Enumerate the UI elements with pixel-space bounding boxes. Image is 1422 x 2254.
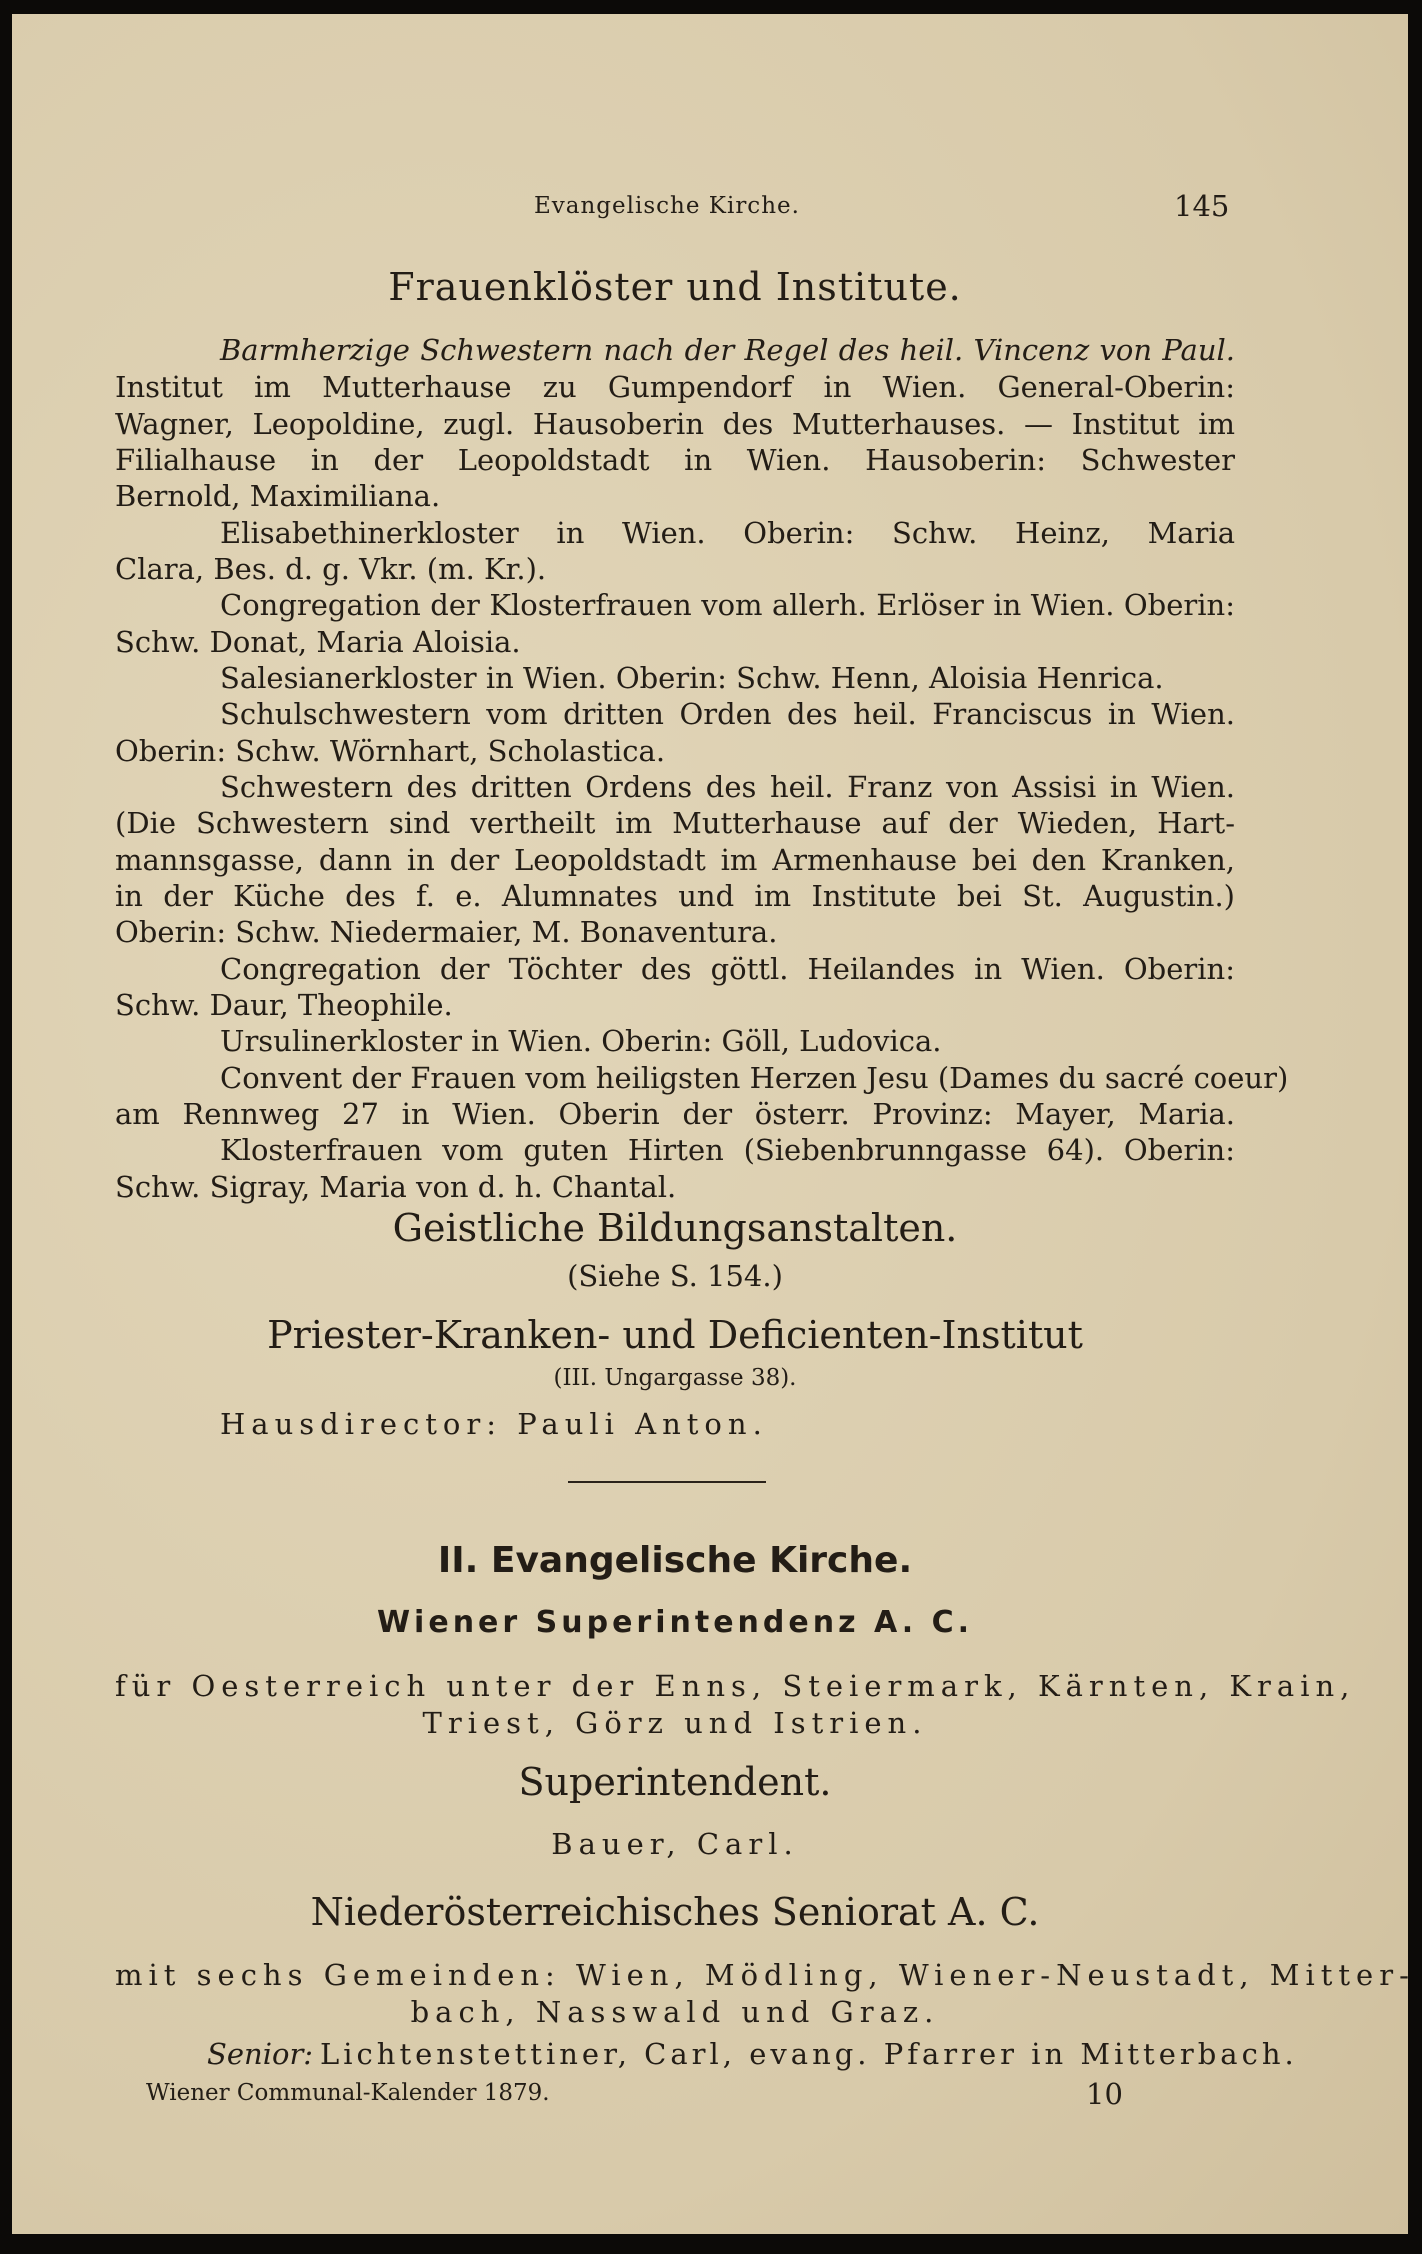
footer-publication: Wiener Communal-Kalender 1879. [146,2080,550,2106]
signature-mark: 10 [1086,2077,1123,2111]
text-line: Schwestern des dritten Ordens des heil. Franz von Assisi in Wien. [220,770,1235,804]
superintendent-name: Bauer, Carl. [551,1827,799,1861]
text-line: Ursulinerkloster in Wien. Oberin: Göll, Ludovica. [220,1024,942,1058]
address: (III. Ungargasse 38). [553,1365,797,1391]
text-line: Schw. Donat, Maria Aloisia. [115,625,521,659]
text-line: bach, Nasswald und Graz. [410,1995,940,2029]
text-line: Schw. Sigray, Maria von d. h. Chantal. [115,1170,677,1204]
text-line: mannsgasse, dann in der Leopoldstadt im Armenhause bei den Kranken, [115,843,1235,877]
text-line: am Rennweg 27 in Wien. Oberin der österr. Provinz: Mayer, Maria. [115,1097,1235,1131]
text-line: Oberin: Schw. Wörnhart, Scholastica. [115,734,666,768]
section-heading-frauenkloester: Frauenklöster und Institute. [388,265,962,309]
section-heading-geistliche: Geistliche Bildungsanstalten. [392,1206,958,1250]
text-line: Schulschwestern vom dritten Orden des heil. Franciscus in Wien. [220,697,1235,731]
section-heading-seniorat: Niederösterreichisches Seniorat A. C. [310,1890,1040,1934]
text-line: Wagner, Leopoldine, zugl. Hausoberin des Mutterhauses. — Institut im [115,407,1235,441]
text-line: in der Küche des f. e. Alumnates und im Institute bei St. Augustin.) [115,879,1235,913]
page-number: 145 [1174,189,1230,223]
text-line: Filialhause in der Leopoldstadt in Wien. Hausoberin: Schwester [115,443,1235,477]
text-line: Schw. Daur, Theophile. [115,988,453,1022]
text-line: Elisabethinerkloster in Wien. Oberin: Schw. Heinz, Maria [220,516,1235,550]
text-line: für Oesterreich unter der Enns, Steiermark, Kärnten, Krain, [115,1669,1356,1703]
text-line: Institut im Mutterhause zu Gumpendorf in Wien. General-Oberin: [115,370,1235,404]
text-line: Bernold, Maximiliana. [115,479,441,513]
chapter-heading: II. Evangelische Kirche. [437,1540,913,1581]
senior-label: Senior: [207,2037,314,2071]
subheading-superintendenz: Wiener Superintendenz A. C. [376,1605,974,1640]
text-line: Congregation der Klosterfrauen vom allerh. Erlöser in Wien. Oberin: [220,588,1235,622]
director-line: Hausdirector: Pauli Anton. [220,1407,768,1441]
text-line: mit sechs Gemeinden: Wien, Mödling, Wiener-Neustadt, Mitter- [115,1958,1415,1992]
text-line: (Die Schwestern sind vertheilt im Mutterhause auf der Wieden, Hart- [115,806,1235,840]
senior-text: Lichtenstettiner, Carl, evang. Pfarrer in Mitterbach. [320,2037,1298,2071]
section-heading-priester: Priester-Kranken- und Deficienten-Institut [267,1313,1083,1357]
running-title: Evangelische Kirche. [534,193,800,219]
text-line: Congregation der Töchter des göttl. Heilandes in Wien. Oberin: [220,952,1235,986]
text-line: Klosterfrauen vom guten Hirten (Siebenbrunngasse 64). Oberin: [220,1133,1235,1167]
text-line: Oberin: Schw. Niedermaier, M. Bonaventura. [115,915,778,949]
section-heading-superintendent: Superintendent. [518,1760,832,1804]
text-line: Clara, Bes. d. g. Vkr. (m. Kr.). [115,552,547,586]
text-line: Barmherzige Schwestern nach der Regel des heil. Vincenz von Paul. [220,333,1235,367]
text-line: Salesianerkloster in Wien. Oberin: Schw. Henn, Aloisia Henrica. [220,661,1164,695]
cross-reference: (Siehe S. 154.) [567,1259,783,1293]
text-line: Triest, Görz und Istrien. [422,1706,928,1740]
document-page [12,14,1415,2234]
text-line: Convent der Frauen vom heiligsten Herzen Jesu (Dames du sacré coeur) [220,1061,1289,1095]
section-divider [568,1481,766,1483]
